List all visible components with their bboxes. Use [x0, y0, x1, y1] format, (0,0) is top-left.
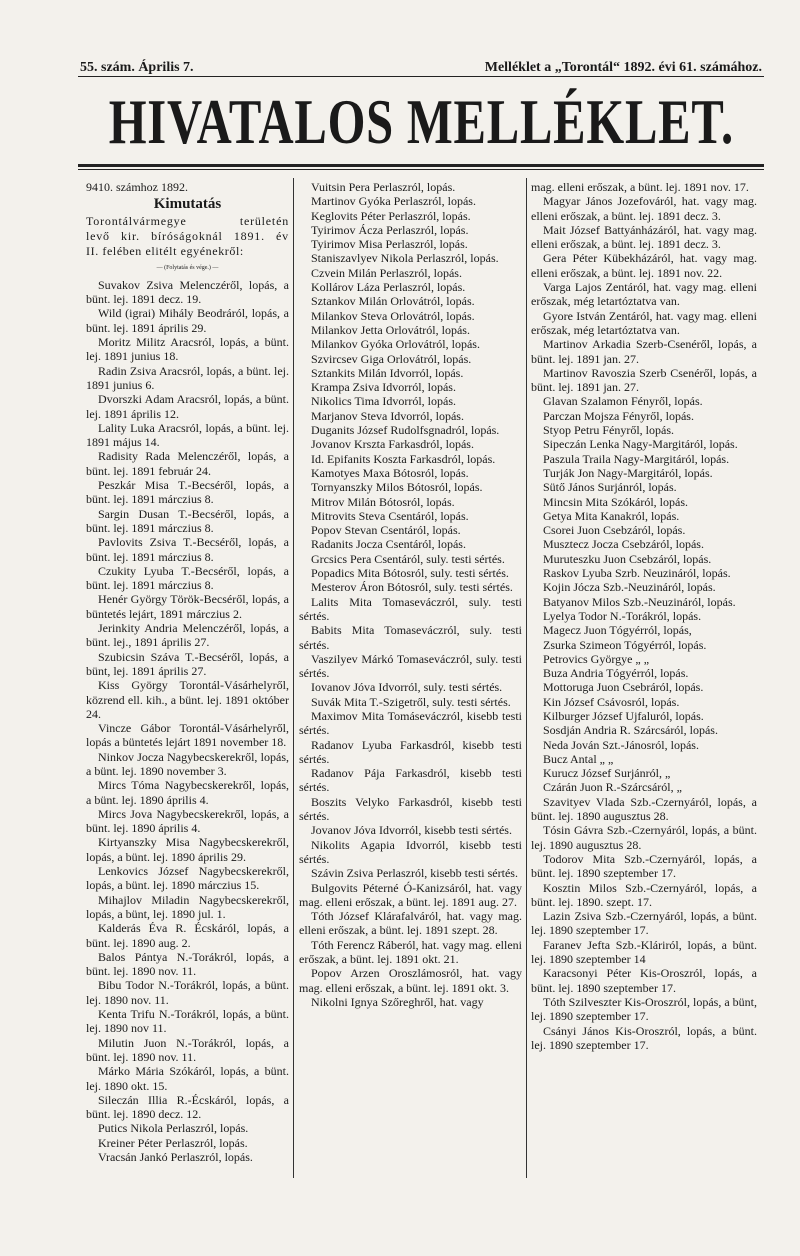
list-item: Maximov Mita Tomáseváczról, kisebb testi sértés.: [299, 708, 522, 738]
list-item: Turják Jon Nagy-Margitáról, lopás.: [543, 465, 713, 480]
list-item: Iovanov Jóva Idvorról, suly. testi sértés.: [311, 680, 503, 695]
list-item: Tyirimov Misa Perlaszról, lopás.: [311, 237, 468, 252]
intro-line: II. felében elitélt egyénekről:: [86, 243, 244, 258]
list-item: Buza Andria Tógyérról, lopás.: [543, 666, 689, 681]
list-item: Wild (igrai) Mihály Beodráról, lopás, a bünt. lej. 1891 április 29.: [86, 306, 289, 335]
list-item: Duganits József Rudolfsgnadról, lopás.: [311, 423, 500, 438]
list-item: Lality Luka Aracsról, lopás, a bünt. lej. 1891 május 14.: [86, 420, 289, 450]
list-item: Tóth Ferencz Ráberól, hat. vagy mag. elleni erőszak, a bünt. lej. 1891 okt. 21.: [299, 937, 522, 967]
list-item: Lalits Mita Tomaseváczról, suly. testi sértés.: [299, 594, 522, 623]
list-item: Babits Mita Tomaseváczról, suly. testi sértés.: [299, 623, 522, 652]
list-item: Radin Zsiva Aracsról, lopás, a bünt. lej. 1891 junius 6.: [86, 363, 289, 392]
list-item: Popadics Mita Bótosról, suly. testi sértés.: [311, 566, 509, 581]
list-item: Paszula Traila Nagy-Margitáról, lopás.: [543, 451, 730, 466]
list-item: Kenta Trifu N.-Torákról, lopás, a bünt. lej. 1890 nov 11.: [86, 1007, 289, 1036]
list-item: Lyelya Todor N.-Torákról, lopás.: [543, 608, 702, 623]
list-item: Grcsics Pera Csentáról, suly. testi sértés.: [311, 551, 505, 566]
list-item: Czárán Juon R.-Szárcsáról, „: [543, 780, 682, 795]
list-item: Ninkov Jocza Nagybecskerekről, lopás, a bünt. lej. 1890 november 3.: [86, 749, 289, 778]
list-item: Jerinkity Andria Melenczéről, lopás, a bünt. lej., 1891 április 27.: [86, 621, 289, 650]
list-item: Pavlovits Zsiva T.-Becséről, lopás, a bünt. lej. 1891 márczius 8.: [86, 535, 289, 564]
list-item: mag. elleni erőszak, a bünt. lej. 1891 nov. 17.: [531, 180, 749, 194]
list-item: Milankov Jetta Orlovátról, lopás.: [311, 322, 470, 337]
list-item: Czvein Milán Perlaszról, lopás.: [311, 265, 462, 280]
list-item: Mitrovits Steva Csentáról, lopás.: [311, 508, 469, 523]
column-2: [299, 180, 522, 1009]
list-item: Kirtyanszky Misa Nagybecskerekről, lopás, a bünt. lej. 1890 április 29.: [86, 835, 289, 864]
list-item: Henér György Török-Becséről, lopás, a büntetés lejárt, 1891 márczius 2.: [86, 592, 289, 621]
list-item: Jovanov Krszta Farkasdról, lopás.: [311, 437, 474, 452]
list-item: Krampa Zsiva Idvorról, lopás.: [311, 380, 456, 395]
list-item: Vuitsin Pera Perlaszról, lopás.: [311, 180, 456, 194]
list-item: Tyirimov Ácza Perlaszról, lopás.: [311, 222, 469, 237]
list-item: Getya Mita Kanakról, lopás.: [543, 508, 680, 523]
list-item: Sütő János Surjánról, lopás.: [543, 480, 677, 495]
column-1: [86, 180, 289, 1164]
list-item: Popov Arzen Oroszlámosról, hat. vagy mag. elleni erőszak, a bünt. lej. 1891 okt. 3.: [299, 966, 522, 995]
list-item: Putics Nikola Perlaszról, lopás.: [98, 1121, 249, 1136]
list-item: Tóth József Klárafalváról, hat. vagy mag. elleni erőszak, a bünt. lej. 1891 szept. 28.: [299, 909, 522, 938]
list-item: Moritz Militz Aracsról, lopás, a bünt. lej. 1891 junius 18.: [86, 335, 289, 364]
column-divider: [526, 178, 527, 1178]
list-item: Mesterov Áron Bótosról, suly. testi sértés.: [311, 580, 513, 595]
list-item: Karacsonyi Péter Kis-Oroszról, lopás, a bünt. lej. 1890 szeptember 17.: [531, 966, 757, 995]
list-item: Nikolits Agapia Idvorról, kisebb testi sértés.: [299, 837, 522, 866]
list-item: Glavan Szalamon Fényről, lopás.: [543, 394, 703, 409]
list-item: Staniszavlyev Nikola Perlaszról, lopás.: [311, 251, 499, 266]
list-item: Mitrov Milán Bótosról, lopás.: [311, 494, 455, 509]
list-item: Szubicsin Száva T.-Becséről, lopás, a bünt, lej. 1891 április 27.: [86, 649, 289, 678]
section-heading: Kimutatás: [153, 196, 222, 213]
list-item: Lenkovics József Nagybecskerekről, lopás, a bünt. lej. 1890 márczius 15.: [86, 864, 289, 893]
list-item: Radisity Rada Melenczéről, lopás, a bünt. lej. 1891 február 24.: [86, 449, 289, 478]
list-item: Raskov Lyuba Szrb. Neuzináról, lopás.: [543, 566, 731, 581]
list-item: Czukity Lyuba T.-Becséről, lopás, a bünt. lej. 1891 márczius 8.: [86, 563, 289, 593]
list-item: Milankov Steva Orlovátról, lopás.: [311, 308, 475, 323]
list-item: Suvák Mita T.-Szigetről, suly. testi sértés.: [311, 694, 511, 709]
list-item: Kin József Csávosról, lopás.: [543, 694, 680, 709]
list-item: Neda Jován Szt.-Jánosról, lopás.: [543, 737, 699, 752]
list-item: Petrovics Györgye „ „: [543, 651, 650, 666]
list-item: Muruteszku Juon Csebzáról, lopás.: [543, 551, 712, 566]
list-item: Csányi János Kis-Oroszról, lopás, a bünt. lej. 1890 szeptember 17.: [531, 1023, 757, 1052]
intro-line: levő kir. bíróságoknál 1891. év: [86, 228, 289, 243]
list-item: Sosdján Andria R. Szárcsáról, lopás.: [543, 723, 718, 738]
list-item: Kamotyes Maxa Bótosról, lopás.: [311, 465, 469, 480]
list-item: Vracsán Jankó Perlaszról, lopás.: [98, 1150, 253, 1164]
list-item: Bulgovits Péterné Ó-Kanizsáról, hat. vagy mag. elleni erőszak, a bünt. lej. 1891 aug. 27.: [299, 880, 522, 909]
list-item: Musztecz Jocza Csebzáról, lopás.: [543, 537, 704, 552]
list-item: Suvakov Zsiva Melenczéről, lopás, a bünt. lej. 1891 decz. 19.: [86, 277, 289, 307]
entry-list: [299, 180, 522, 1009]
list-item: Tósin Gávra Szb.-Czernyáról, lopás, a bünt. lej. 1890 augusztus 28.: [531, 823, 757, 852]
list-item: Csorei Juon Csebzáról, lopás.: [543, 523, 686, 538]
list-item: Tornyanszky Milos Bótosról, lopás.: [311, 480, 483, 495]
list-item: Mircs Jova Nagybecskerekről, lopás, a bünt. lej. 1890 április 4.: [86, 806, 289, 836]
list-item: Mottoruga Juon Csebráról, lopás.: [543, 680, 704, 695]
list-item: Tóth Szilveszter Kis-Oroszról, lopás, a bünt, lej. 1890 szeptember 17.: [531, 994, 757, 1024]
list-item: Nikolics Tima Idvorról, lopás.: [311, 394, 457, 409]
list-item: Balos Pántya N.-Torákról, lopás, a bünt. lej. 1890 nov. 11.: [86, 949, 289, 979]
list-item: Márko Mária Szókáról, lopás, a bünt. lej. 1890 okt. 15.: [86, 1064, 289, 1093]
page-header: [80, 60, 762, 76]
list-item: Kosztin Milos Szb.-Czernyáról, lopás, a bünt. lej. 1890. szept. 17.: [531, 880, 757, 909]
title-container: [80, 86, 762, 158]
list-item: Szávin Zsiva Perlaszról, kisebb testi sértés.: [311, 866, 518, 881]
list-item: Marjanov Steva Idvorról, lopás.: [311, 408, 464, 423]
list-item: Magyar János Jozefováról, hat. vagy mag. elleni erőszak, a bünt. lej. 1891 decz. 3.: [531, 194, 757, 223]
list-item: Popov Stevan Csentáról, lopás.: [311, 523, 461, 538]
entry-list: [531, 180, 757, 1052]
list-item: Sztankov Milán Orlovátról, lopás.: [311, 294, 475, 309]
list-item: Radanov Lyuba Farkasdról, kisebb testi sértés.: [299, 737, 522, 766]
list-item: Martinov Arkadia Szerb-Csenéről, lopás, a bünt. lej. 1891 jan. 27.: [531, 337, 757, 366]
list-item: Kojin Jócza Szb.-Neuzináról, lopás.: [543, 580, 716, 595]
list-item: Mincsin Mita Szókáról, lopás.: [543, 494, 688, 509]
list-item: Vaszilyev Márkó Tomaseváczról, suly. testi sértés.: [299, 651, 522, 681]
list-item: Radanits Jocza Csentáról, lopás.: [311, 537, 466, 552]
list-item: Varga Lajos Zentáról, hat. vagy mag. elleni erőszak, még letartóztatva van.: [531, 280, 757, 309]
list-item: Gera Péter Kübekházáról, hat. vagy mag. elleni erőszak, a bünt. lej. 1891 nov. 22.: [531, 251, 757, 280]
issue-info: 55. szám. Április 7.: [80, 60, 194, 75]
list-item: Kiss György Torontál-Vásárhelyről, közrend ell. kih., a bünt. lej. 1891 október 24.: [86, 678, 289, 721]
list-item: Sipeczán Lenka Nagy-Margitáról, lopás.: [543, 437, 738, 452]
list-item: Kilburger József Ujfaluról, lopás.: [543, 708, 704, 723]
list-item: Styop Petru Fényről, lopás.: [543, 423, 674, 438]
list-item: Szavityev Vlada Szb.-Czernyáról, lopás, a bünt. lej. 1890 augusztus 28.: [531, 794, 757, 824]
intro-line: Torontálvármegye területén: [86, 213, 289, 228]
list-item: Gyore István Zentáról, hat. vagy mag. elleni erőszak, még letartóztatva van.: [531, 308, 757, 337]
list-item: Batyanov Milos Szb.-Neuzináról, lopás.: [543, 594, 736, 609]
list-item: Bibu Todor N.-Torákról, lopás, a bünt. lej. 1890 nov. 11.: [86, 978, 289, 1007]
list-item: Mihajlov Miladin Nagybecskerekről, lopás, a bünt, lej. 1890 jul. 1.: [86, 892, 289, 921]
list-item: Boszits Velyko Farkasdról, kisebb testi sértés.: [299, 794, 522, 824]
list-item: Kollárov Láza Perlaszról, lopás.: [311, 280, 466, 295]
continuation-note: — (Folytatás és vége.) —: [156, 264, 219, 271]
list-item: Magecz Juon Tógyérról, lopás,: [543, 623, 692, 638]
list-item: Milankov Gyóka Orlovátról, lopás.: [311, 337, 480, 352]
list-item: Kurucz József Surjánról, „: [543, 766, 671, 781]
list-item: Vincze Gábor Torontál-Vásárhelyről, lopás a büntetés lejárt 1891 november 18.: [86, 721, 289, 750]
list-item: Sargin Dusan T.-Becséről, lopás, a bünt. lej. 1891 márczius 8.: [86, 506, 289, 535]
list-item: Mircs Tóma Nagybecskerekről, lopás, a bünt. lej. 1890 április 4.: [86, 778, 289, 807]
list-item: Kalderás Éva R. Écskáról, lopás, a bünt. lej. 1890 aug. 2.: [86, 921, 289, 950]
list-item: Peszkár Misa T.-Becséről, lopás, a bünt. lej. 1891 márczius 8.: [86, 478, 289, 507]
list-item: Radanov Pája Farkasdról, kisebb testi sértés.: [299, 766, 522, 795]
list-item: Bucz Antal „ „: [543, 751, 614, 766]
list-item: Sileczán Illia R.-Écskáról, lopás, a bünt. lej. 1890 decz. 12.: [86, 1092, 289, 1122]
list-item: Milutin Juon N.-Torákról, lopás, a bünt. lej. 1890 nov. 11.: [86, 1035, 289, 1064]
entry-list: [86, 278, 289, 1164]
list-item: Id. Epifanits Koszta Farkasdról, lopás.: [311, 451, 496, 466]
list-item: Martinov Gyóka Perlaszról, lopás.: [311, 194, 476, 209]
title-divider-thin: [78, 169, 764, 170]
list-item: Keglovits Péter Perlaszról, lopás.: [311, 208, 471, 223]
column-3: [531, 180, 757, 1052]
title-divider-thick: [78, 164, 764, 167]
list-item: Szvircsev Giga Orlovátról, lopás.: [311, 351, 472, 366]
list-item: Mait József Battyánházáról, hat. vagy mag. elleni erőszak, a bünt. lej. 1891 decz. 3.: [531, 222, 757, 252]
header-divider: [78, 76, 764, 77]
list-item: Faranev Jefta Szb.-Kláriról, lopás, a bünt. lej. 1890 szeptember 14: [531, 937, 757, 967]
reference-number: 9410. számhoz 1892.: [86, 180, 188, 194]
list-item: Martinov Ravoszia Szerb Csenéről, lopás, a bünt. lej. 1891 jan. 27.: [531, 365, 757, 395]
list-item: Parczan Mojsza Fényről, lopás.: [543, 408, 694, 423]
list-item: Lazin Zsiva Szb.-Czernyáról, lopás, a bünt. lej. 1890 szeptember 17.: [531, 909, 757, 938]
list-item: Kreiner Péter Perlaszról, lopás.: [98, 1135, 248, 1150]
list-item: Zsurka Szimeon Tógyérról, lopás.: [543, 637, 707, 652]
column-divider: [293, 178, 294, 1178]
list-item: Sztankits Milán Idvorról, lopás.: [311, 365, 464, 380]
list-item: Nikolni Ignya Szőreghről, hat. vagy: [311, 994, 484, 1009]
supplement-info: Melléklet a „Torontál“ 1892. évi 61. számához.: [484, 60, 762, 75]
list-item: Todorov Mita Szb.-Czernyáról, lopás, a bünt. lej. 1890 szeptember 17.: [531, 851, 757, 881]
list-item: Dvorszki Adam Aracsról, lopás, a bünt. lej. 1891 április 12.: [86, 392, 289, 421]
page-title: HIVATALOS MELLÉKLET.: [108, 86, 734, 157]
list-item: Jovanov Jóva Idvorról, kisebb testi sértés.: [311, 823, 512, 838]
